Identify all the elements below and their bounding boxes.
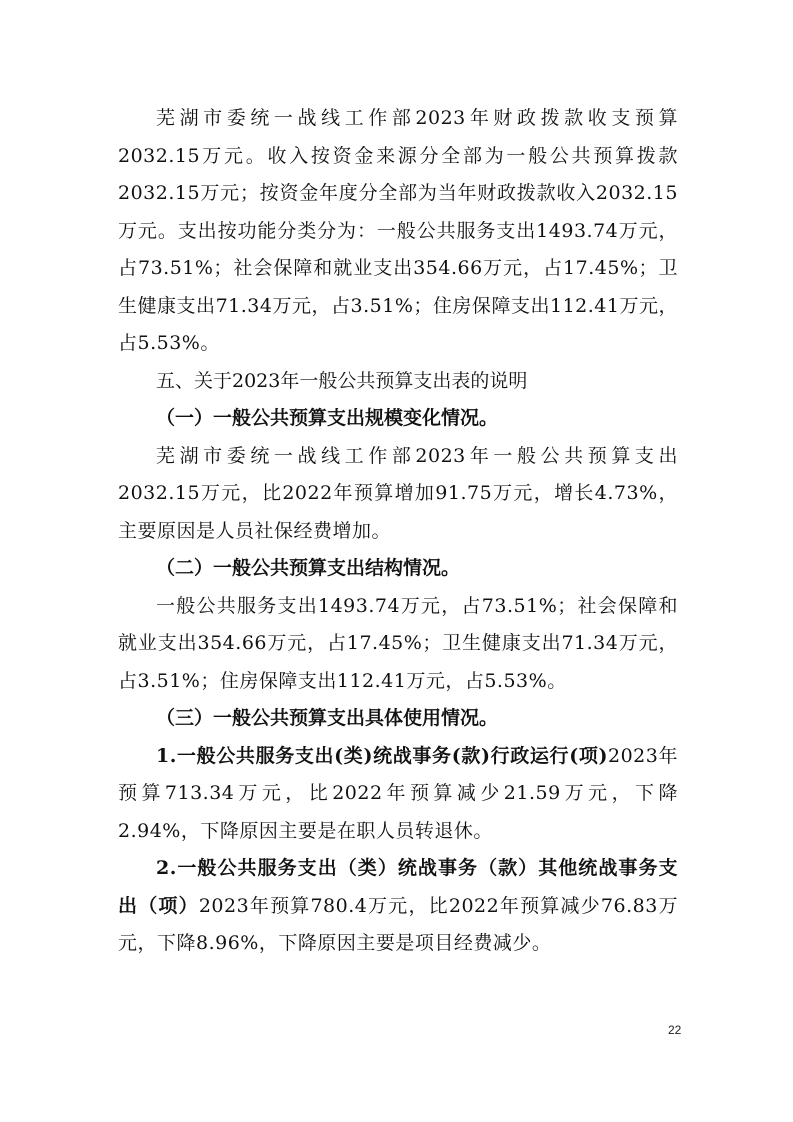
page-number: 22 xyxy=(668,1023,682,1037)
subsection-heading-structure: （二）一般公共预算支出结构情况。 xyxy=(156,557,461,579)
scale-change-paragraph: 芜湖市委统一战线工作部2023年一般公共预算支出2032.15万元，比2022年预算增加91.75万元，增长4.73%，主要原因是人员社保经费增加。 xyxy=(118,444,678,542)
usage-item-1 xyxy=(118,738,678,851)
usage-item-1-body: 2023年预算713.34万元，比2022年预算减少21.59万元，下降2.94%，下降原因主要是在职人员转退休。 xyxy=(118,744,679,842)
subsection-heading-scale: （一）一般公共预算支出规模变化情况。 xyxy=(156,407,499,429)
budget-summary-paragraph: 芜湖市委统一战线工作部2023年财政拨款收支预算2032.15万元。收入按资金来源分全部为一般公共预算拨款2032.15万元；按资金年度分全部为当年财政拨款收入2032.15万元。支出按功能分类分为：一般公共服务支出1493.74万元，占73.51%；社会保障和就业支出354.66万元，占17.45%；卫生健康支出71.34万元，占3.51%；住房保障支出112.41万元，占5.53%。 xyxy=(118,107,678,354)
usage-item-1-title: 1.一般公共服务支出(类)统战事务(款)行政运行(项) xyxy=(156,744,608,767)
section-heading-five: 五、关于2023年一般公共预算支出表的说明 xyxy=(156,369,528,392)
subsection-heading-usage: （三）一般公共预算支出具体使用情况。 xyxy=(156,707,499,729)
usage-item-2-title: 2.一般公共服务支出（类）统战事务（款）其他统战事务支出（项） xyxy=(118,857,678,917)
usage-item-2-body: 2023年预算780.4万元，比2022年预算减少76.83万元，下降8.96%，下降原因主要是项目经费减少。 xyxy=(118,894,678,954)
document-body xyxy=(118,100,678,963)
usage-item-2 xyxy=(118,850,678,963)
structure-paragraph: 一般公共服务支出1493.74万元，占73.51%；社会保障和就业支出354.66万元，占17.45%；卫生健康支出71.34万元，占3.51%；住房保障支出112.41万元，占5.53%。 xyxy=(118,594,678,692)
